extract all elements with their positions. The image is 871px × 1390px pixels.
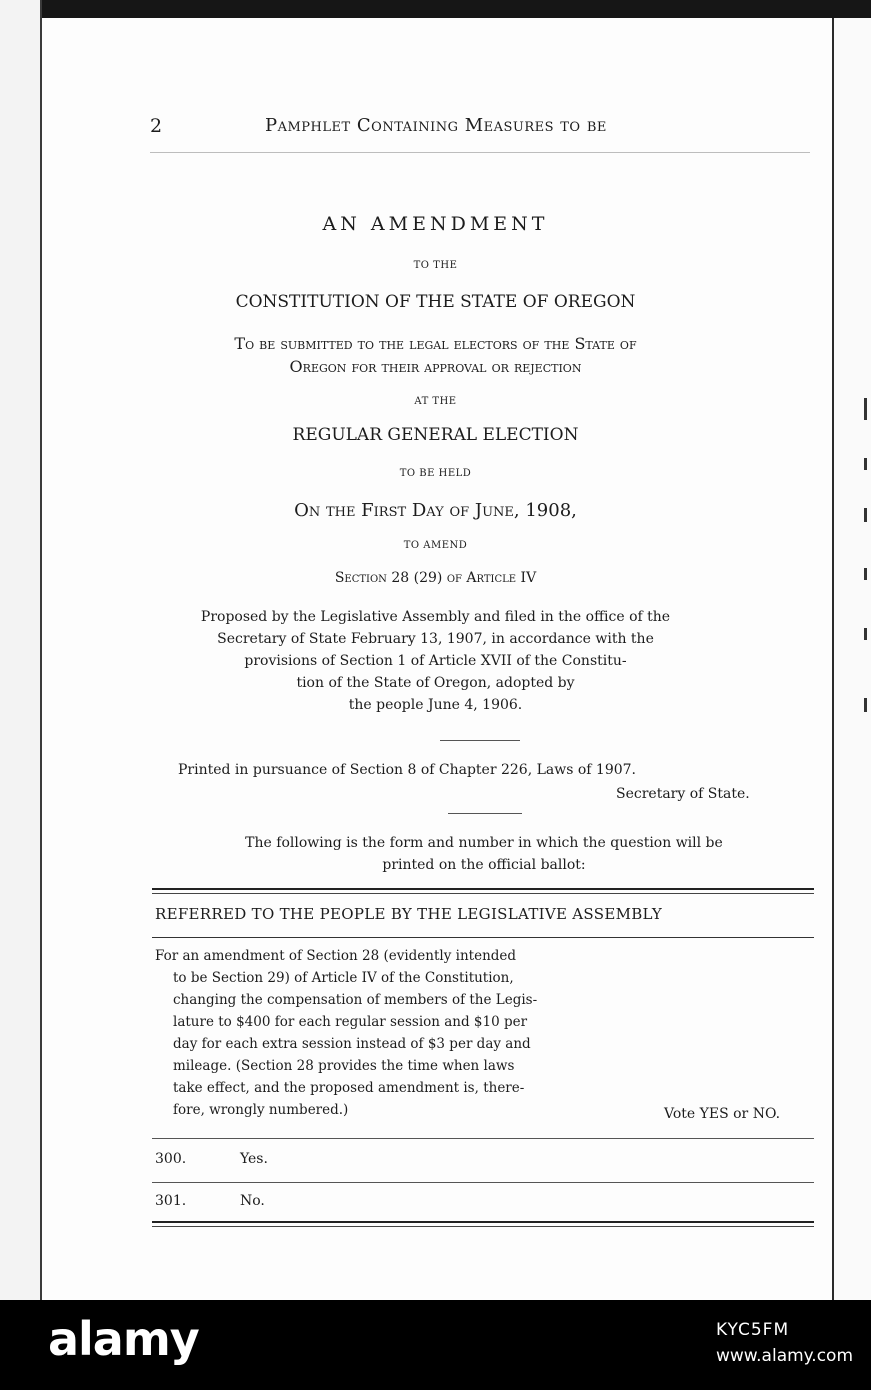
election-date: On the First Day of June, 1908, <box>294 500 577 521</box>
measure-line: to be Section 29) of Article IV of the Constitution, <box>173 970 514 986</box>
divider-rule <box>440 740 520 741</box>
to-be-held-label: TO BE HELD <box>399 468 472 479</box>
election-title: REGULAR GENERAL ELECTION <box>292 425 579 445</box>
constitution-title: CONSTITUTION OF THE STATE OF OREGON <box>235 292 636 312</box>
ballot-row-rule <box>152 1138 814 1139</box>
running-title: Pamphlet Containing Measures to be <box>265 115 607 136</box>
printed-pursuance: Printed in pursuance of Section 8 of Chapter 226, Laws of 1907. <box>178 762 636 778</box>
ballot-heading: REFERRED TO THE PEOPLE BY THE LEGISLATIVE ASSEMBLY <box>155 905 663 923</box>
ballot-top-rule <box>152 893 814 894</box>
option-label-no: No. <box>240 1193 265 1209</box>
measure-line: mileage. (Section 28 provides the time when laws <box>173 1058 515 1074</box>
vote-instruction: Vote YES or NO. <box>664 1106 781 1122</box>
ballot-intro-line-2: printed on the official ballot: <box>382 857 586 873</box>
option-number-no: 301. <box>155 1193 187 1209</box>
submitted-line-1: To be submitted to the legal electors of the State of <box>234 334 637 353</box>
image-id: KYC5FM <box>716 1320 790 1340</box>
ballot-intro <box>154 832 814 876</box>
measure-line: day for each extra session instead of $3 per day and <box>173 1036 531 1052</box>
ballot-intro-line-1: The following is the form and number in which the question will be <box>245 835 723 851</box>
submitted-text <box>0 332 871 378</box>
measure-line: lature to $400 for each regular session and $10 per <box>173 1014 528 1030</box>
measure-line: take effect, and the proposed amendment is, there- <box>173 1080 525 1096</box>
to-amend-label: TO AMEND <box>403 540 468 551</box>
at-the-label: AT THE <box>414 396 457 407</box>
proposal-line: Secretary of State February 13, 1907, in accordance with the <box>217 631 654 647</box>
scan-top-edge <box>0 0 871 18</box>
option-label-yes: Yes. <box>240 1151 268 1167</box>
ballot-measure-text <box>155 945 655 1121</box>
to-the-label: TO THE <box>413 260 458 271</box>
submitted-line-2: Oregon for their approval or rejection <box>289 357 582 376</box>
page-number: 2 <box>150 115 163 137</box>
ballot-top-rule <box>152 888 814 890</box>
alamy-logo: alamy <box>48 1312 199 1366</box>
proposal-line: the people June 4, 1906. <box>348 697 523 713</box>
amendment-heading: AN AMENDMENT <box>322 213 549 235</box>
header-rule <box>150 152 810 153</box>
watermark-url: www.alamy.com <box>716 1346 854 1366</box>
secretary-signature: Secretary of State. <box>616 786 750 802</box>
ballot-bottom-rule <box>152 1226 814 1227</box>
measure-line: For an amendment of Section 28 (evidently intended <box>155 948 517 964</box>
proposal-line: provisions of Section 1 of Article XVII of the Constitu- <box>244 653 627 669</box>
option-number-yes: 300. <box>155 1151 187 1167</box>
proposal-line: tion of the State of Oregon, adopted by <box>296 675 575 691</box>
divider-rule <box>448 813 522 814</box>
measure-line: changing the compensation of members of the Legis- <box>173 992 538 1008</box>
measure-line: fore, wrongly numbered.) <box>173 1102 349 1118</box>
ballot-row-rule <box>152 1182 814 1183</box>
ballot-heading-rule <box>152 937 814 938</box>
ballot-bottom-rule <box>152 1221 814 1223</box>
section-reference: Section 28 (29) of Article IV <box>334 570 537 586</box>
proposal-line: Proposed by the Legislative Assembly and filed in the office of the <box>200 609 671 625</box>
proposal-paragraph <box>0 606 871 716</box>
